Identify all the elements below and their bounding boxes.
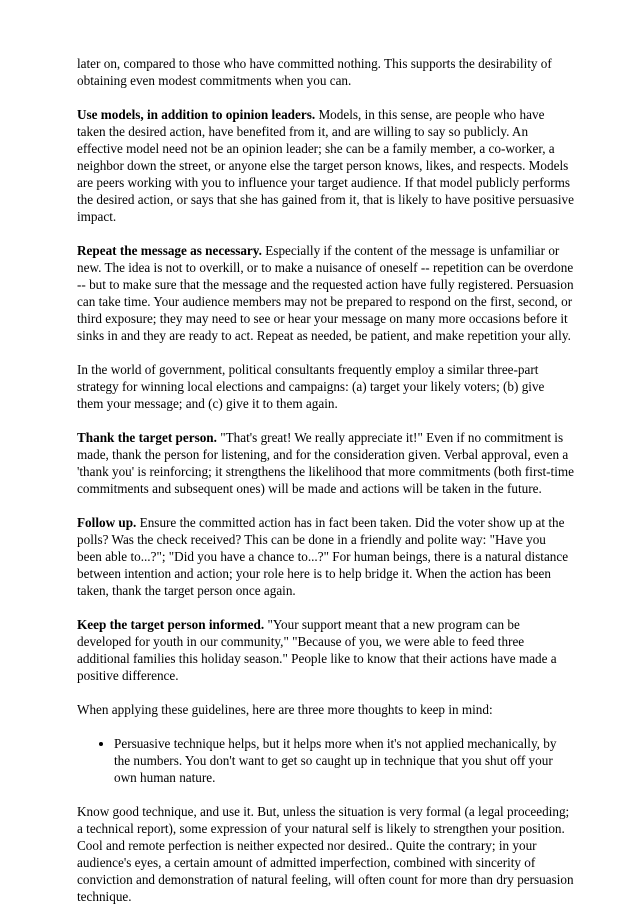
- body-use-models: Models, in this sense, are people who have taken the desired action, have benefited from it, and are willing to say so publicly. An effective model need not be an opinion leader; she can be a family member, a co-worker, a neighbor down the street, or anyone else the target person knows, likes, and respects. Models are peers working with you to influence your target audience. If that model publicly performs the desired action, or says that she has gained from it, that is likely to have positive persuasive impact.: [77, 107, 574, 224]
- heading-keep-informed: Keep the target person informed.: [77, 617, 265, 632]
- paragraph-guidelines-intro: When applying these guidelines, here are three more thoughts to keep in mind:: [77, 702, 493, 717]
- paragraph-good-technique: Know good technique, and use it. But, unless the situation is very formal (a legal proceeding; a technical report), some expression of your natural self is likely to strengthen your position. Cool and remote perfection is neither expected nor desired.. Quite the contrary; in your audience's eyes, a certain amount of admitted imperfection, combined with sincerity of conviction and demonstration of natural feeling, will often count for more than dry persuasion technique.: [77, 804, 574, 904]
- paragraph-thank-target: [77, 429, 574, 497]
- heading-use-models: Use models, in addition to opinion leaders.: [77, 107, 316, 122]
- heading-follow-up: Follow up.: [77, 515, 137, 530]
- paragraph-use-models: [77, 106, 574, 225]
- body-thank-target: "That's great! We really appreciate it!" Even if no commitment is made, thank the person for listening, and for the consideration given. Verbal approval, even a 'thank you' is reinforcing; it strengthens the likelihood that more commitments (both first-time commitments and subsequent ones) will be made and actions will be taken in the future.: [77, 430, 574, 496]
- paragraph-repeat-message: [77, 242, 574, 344]
- paragraph-continuation: later on, compared to those who have committed nothing. This supports the desirability of obtaining even modest commitments when you can.: [77, 56, 552, 88]
- body-keep-informed: "Your support meant that a new program can be developed for youth in our community," "Because of you, we were able to feed three additional families this holiday season." People like to know that their actions have made a positive difference.: [77, 617, 557, 683]
- body-repeat-message: Especially if the content of the message is unfamiliar or new. The idea is not to overkill, or to make a nuisance of oneself -- repetition can be overdone -- but to make sure that the message and the requested action have fully registered. Persuasion can take time. Your audience members may not be prepared to respond on the first, second, or third exposure; they may need to see or hear your message on many more occasions before it sinks in and they are ready to act. Repeat as needed, be patient, and make repetition your ally.: [77, 243, 574, 343]
- bullet-list: [77, 735, 574, 786]
- body-follow-up: Ensure the committed action has in fact been taken. Did the voter show up at the polls? Was the check received? This can be done in a friendly and polite way: "Have you been able to...?"; "Did you have a chance to...?" For human beings, there is a natural distance between intention and action; your role here is to help bridge it. When the action has been taken, thank the target person once again.: [77, 515, 569, 598]
- paragraph-government: In the world of government, political consultants frequently employ a similar three-part strategy for winning local elections and campaigns: (a) target your likely voters; (b) give them your message; and (c) give it to them again.: [77, 362, 545, 411]
- list-item: • Persuasive technique helps, but it helps more when it's not applied mechanically, by the numbers. You don't want to get so caught up in technique that you shut off your own human nature.: [114, 735, 574, 786]
- heading-repeat-message: Repeat the message as necessary.: [77, 243, 262, 258]
- paragraph-keep-informed: [77, 616, 574, 684]
- paragraph-follow-up: [77, 514, 574, 599]
- heading-thank-target: Thank the target person.: [77, 430, 217, 445]
